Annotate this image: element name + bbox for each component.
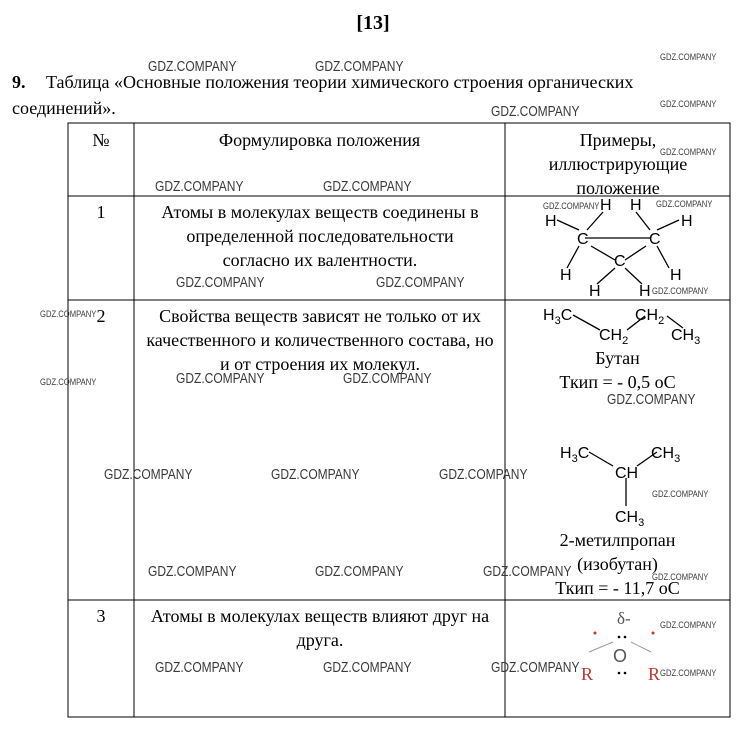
task-title-line1: Таблица «Основные положения теории химического строения органических [46,72,634,92]
butane-ch2-b: $CH_2$ [635,307,665,327]
watermark: GDZ.COMPANY [148,563,237,580]
hydrogen-atom: H [630,197,642,214]
watermark: GDZ.COMPANY [271,466,360,483]
butane-ch2-a: $CH_2$ [599,327,629,347]
watermark: GDZ.COMPANY [40,377,97,387]
carbon-left: C [577,231,589,248]
watermark: GDZ.COMPANY [543,201,600,211]
ether-r-left: R [581,664,594,684]
isobutane-ch3-a: $CH_3$ [651,445,681,465]
row1-text: Атомы в молекулах веществ соединены в определенной последовательности согласно их валентности. [161,202,479,270]
page-number: [13] [356,12,390,34]
watermark: GDZ.COMPANY [104,466,193,483]
isobutane-structure [505,430,730,530]
watermark: GDZ.COMPANY [176,370,265,387]
watermark: GDZ.COMPANY [660,147,717,157]
hydrogen-atom: H [600,197,612,214]
watermark: GDZ.COMPANY [323,659,412,676]
watermark: GDZ.COMPANY [660,99,717,109]
butane-ch3: $CH_3$ [671,327,701,347]
watermark: GDZ.COMPANY [376,274,465,291]
carbon-right: C [649,231,661,248]
watermark: GDZ.COMPANY [148,58,237,75]
row1-number: 1 [96,202,106,222]
carbon-bottom: C [614,253,626,270]
watermark: GDZ.COMPANY [652,572,709,582]
cyclo-structure [505,196,730,300]
hydrogen-atom: H [681,213,693,230]
watermark: GDZ.COMPANY [607,391,696,408]
isobutane-h3c: $H_3C$ [560,445,590,465]
watermark: GDZ.COMPANY [315,58,404,75]
watermark: GDZ.COMPANY [176,274,265,291]
watermark: GDZ.COMPANY [660,620,717,630]
ether-delta: δ- [617,609,631,628]
watermark: GDZ.COMPANY [652,489,709,499]
watermark: GDZ.COMPANY [315,563,404,580]
row3-number: 3 [96,606,106,626]
watermark: GDZ.COMPANY [323,178,412,195]
watermark: GDZ.COMPANY [656,199,713,209]
hydrogen-atom: H [639,283,651,300]
watermark: GDZ.COMPANY [155,178,244,195]
isobutane-alt-name: (изобутан) [577,554,658,574]
watermark: GDZ.COMPANY [343,370,432,387]
watermark: GDZ.COMPANY [155,659,244,676]
watermark: GDZ.COMPANY [439,466,528,483]
ether-r-right: R [648,664,661,684]
header-number: № [92,130,110,150]
ether-oxygen: O [613,646,628,666]
watermark: GDZ.COMPANY [660,668,717,678]
hydrogen-atom: H [560,267,572,284]
watermark: GDZ.COMPANY [652,286,709,296]
row2-text: Свойства веществ зависят не только от их качественного и количественного состава, но и от строения их молекул. [146,306,494,374]
hydrogen-atom: H [589,283,601,300]
header-statement: Формулировка положения [218,130,421,150]
watermark: GDZ.COMPANY [491,659,580,676]
task-title-line2: соединений». [12,98,116,118]
task-number: 9. [12,72,26,92]
isobutane-ch3-b: $CH_3$ [615,509,645,529]
row2-number: 2 [96,306,106,326]
butane-name: Бутан [595,348,640,368]
watermark: GDZ.COMPANY [40,309,97,319]
butane-h3c: $H_3C$ [543,307,573,327]
butane-boiling-point: Ткип = - 0,5 оС [559,372,676,392]
isobutane-ch: CH [615,465,639,482]
hydrogen-atom: H [545,213,557,230]
watermark: GDZ.COMPANY [483,563,572,580]
watermark: GDZ.COMPANY [491,103,580,120]
row3-text: Атомы в молекулах веществ влияют друг на друга. [150,606,490,650]
ether-structure [505,600,730,700]
watermark: GDZ.COMPANY [660,52,717,62]
butane-structure [505,300,730,350]
hydrogen-atom: H [670,267,682,284]
isobutane-name: 2-метилпропан [559,530,676,550]
isobutane-boiling-point: Ткип = - 11,7 оС [555,578,680,598]
header-examples: Примеры, иллюстрирующие положение [548,130,688,198]
